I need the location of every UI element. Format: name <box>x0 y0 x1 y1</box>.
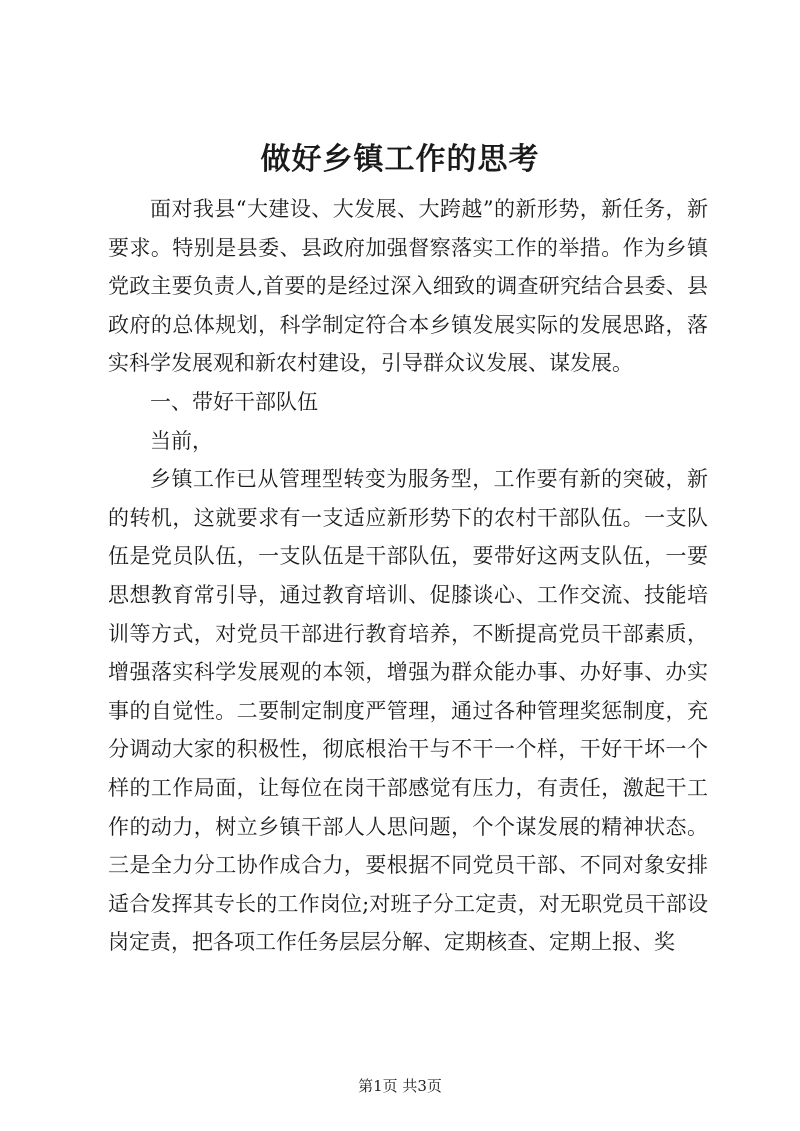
paragraph-main: 乡镇工作已从管理型转变为服务型，工作要有新的突破，新的转机，这就要求有一支适应新形势下的农村干部队伍。一支队伍是党员队伍，一支队伍是干部队伍，要带好这两支队伍，一要思想教育常引导，通过教育培训、促膝谈心、工作交流、技能培训等方式，对党员干部进行教育培养，不断提高党员干部素质，增强落实科学发展观的本领，增强为群众能办事、办好事、办实事的自觉性。二要制定制度严管理，通过各种管理奖惩制度，充分调动大家的积极性，彻底根治干与不干一个样，干好干坏一个样的工作局面，让每位在岗干部感觉有压力，有责任，激起干工作的动力，树立乡镇干部人人思问题，个个谋发展的精神状态。三是全力分工协作成合力，要根据不同党员干部、不同对象安排适合发挥其专长的工作岗位;对班子分工定责，对无职党员干部设岗定责，把各项工作任务层层分解、定期核查、定期上报、奖 <box>108 467 708 955</box>
page-footer: 第1页 共3页 <box>358 1077 442 1095</box>
document-title: 做好乡镇工作的思考 <box>260 142 540 177</box>
paragraph-intro: 面对我县“大建设、大发展、大跨越”的新形势，新任务，新要求。特别是县委、县政府加强督察落实工作的举措。作为乡镇党政主要负责人,首要的是经过深入细致的调查研究结合县委、县政府的总体规划，科学制定符合本乡镇发展实际的发展思路，落实科学发展观和新农村建设，引导群众议发展、谋发展。 <box>108 197 708 376</box>
paragraph-current: 当前， <box>150 428 213 453</box>
document-body <box>108 190 708 962</box>
section-heading: 一、带好干部队伍 <box>150 389 318 414</box>
